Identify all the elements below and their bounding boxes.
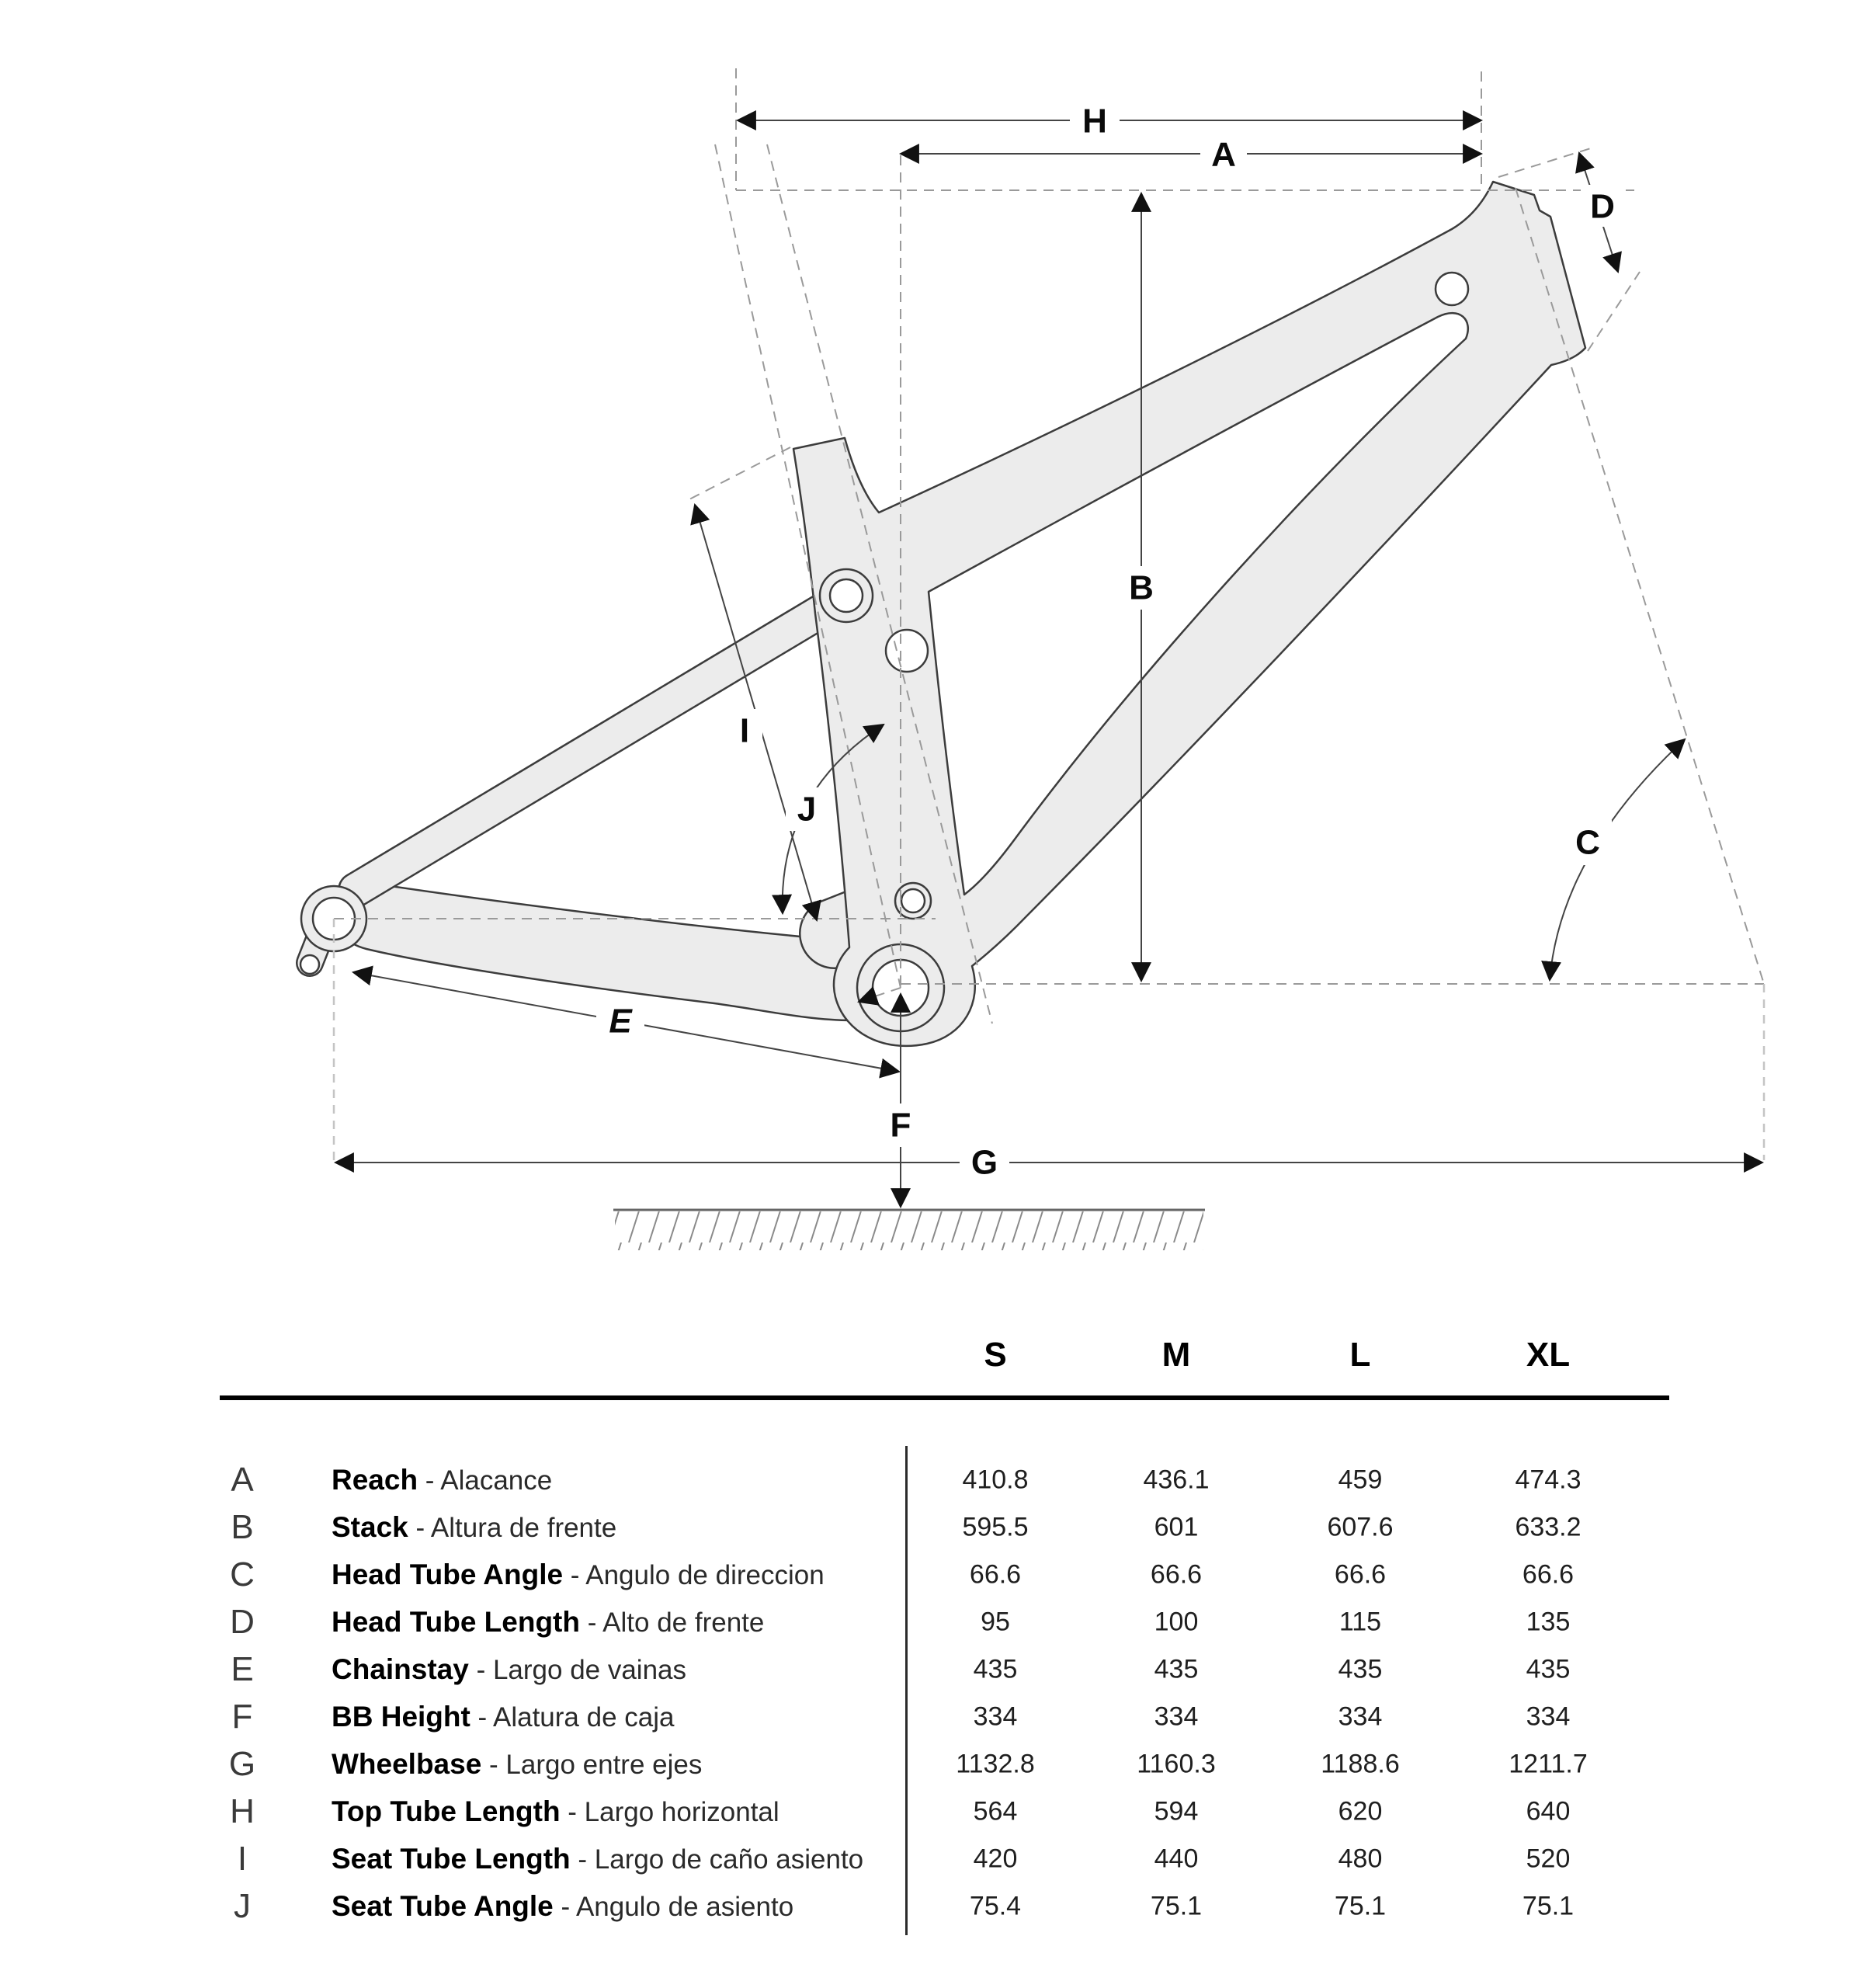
value-F-L: 334 (1338, 1701, 1383, 1732)
row-letter: C (230, 1555, 255, 1594)
value-I-M: 440 (1154, 1844, 1199, 1874)
table-row-D (0, 1599, 1861, 1646)
dim-label-F: F (890, 1106, 911, 1145)
value-D-S: 95 (981, 1607, 1010, 1637)
row-name: Head Tube Angle - Angulo de direccion (332, 1559, 825, 1590)
table-row-H (0, 1788, 1861, 1836)
row-name: Seat Tube Length - Largo de caño asiento (332, 1843, 864, 1875)
table-row-B (0, 1504, 1861, 1552)
hanger-hole (300, 955, 319, 974)
value-B-XL: 633.2 (1515, 1512, 1582, 1542)
value-C-L: 66.6 (1334, 1559, 1387, 1590)
value-C-XL: 66.6 (1522, 1559, 1575, 1590)
value-A-S: 410.8 (962, 1465, 1029, 1495)
row-letter: H (230, 1792, 255, 1830)
dim-label-C: C (1575, 823, 1600, 862)
table-row-E (0, 1646, 1861, 1694)
row-name: Seat Tube Angle - Angulo de asiento (332, 1890, 794, 1922)
dim-label-G: G (970, 1143, 998, 1182)
lower-pivot-inner (901, 889, 925, 912)
value-D-M: 100 (1154, 1607, 1199, 1637)
row-name: Head Tube Length - Alto de frente (332, 1606, 765, 1638)
value-B-M: 601 (1154, 1512, 1199, 1542)
headtube-axis (1516, 188, 1764, 984)
value-J-XL: 75.1 (1522, 1891, 1575, 1921)
size-header-M: M (1161, 1336, 1191, 1374)
ground (613, 1210, 1205, 1250)
value-F-XL: 334 (1526, 1701, 1571, 1732)
value-E-M: 435 (1154, 1654, 1199, 1684)
value-J-L: 75.1 (1334, 1891, 1387, 1921)
value-G-XL: 1211.7 (1509, 1749, 1588, 1779)
value-E-S: 435 (973, 1654, 1018, 1684)
value-H-S: 564 (973, 1796, 1018, 1826)
table-row-J (0, 1883, 1861, 1931)
dim-label-A: A (1211, 135, 1236, 174)
dim-label-J: J (797, 790, 817, 829)
size-header-S: S (984, 1336, 1007, 1374)
headtube-ext-top (1498, 148, 1593, 177)
table-row-I (0, 1836, 1861, 1883)
value-D-L: 115 (1338, 1607, 1382, 1637)
value-E-L: 435 (1338, 1654, 1383, 1684)
row-name: Wheelbase - Largo entre ejes (332, 1748, 703, 1780)
dim-label-B: B (1129, 568, 1154, 607)
dim-label-E: E (609, 1002, 632, 1041)
value-J-S: 75.4 (969, 1891, 1022, 1921)
value-J-M: 75.1 (1150, 1891, 1203, 1921)
seattube-ext (688, 447, 790, 500)
table-row-A (0, 1457, 1861, 1504)
value-G-S: 1132.8 (956, 1749, 1035, 1779)
value-B-L: 607.6 (1327, 1512, 1394, 1542)
value-I-S: 420 (973, 1844, 1018, 1874)
row-letter: A (231, 1461, 254, 1499)
size-header-L: L (1349, 1336, 1371, 1374)
table-row-C (0, 1552, 1861, 1599)
seat-stay-fill (356, 597, 845, 890)
row-letter: I (237, 1840, 248, 1878)
upper-shock-hole (886, 630, 928, 672)
rocker-pivot-inner (830, 579, 863, 612)
value-G-M: 1160.3 (1137, 1749, 1216, 1779)
row-name: Reach - Alacance (332, 1464, 553, 1496)
row-letter: G (228, 1745, 256, 1783)
value-F-S: 334 (973, 1701, 1018, 1732)
row-letter: E (231, 1650, 254, 1688)
value-C-M: 66.6 (1150, 1559, 1203, 1590)
dim-label-I: I (739, 711, 750, 750)
row-letter: J (234, 1887, 251, 1925)
table-row-G (0, 1741, 1861, 1788)
headtube-ext-bottom (1588, 272, 1640, 351)
value-A-L: 459 (1338, 1465, 1383, 1495)
value-H-M: 594 (1154, 1796, 1199, 1826)
value-A-XL: 474.3 (1515, 1465, 1582, 1495)
row-letter: B (231, 1508, 254, 1546)
value-H-XL: 640 (1526, 1796, 1571, 1826)
table-row-F (0, 1694, 1861, 1741)
toptube-cable-hole (1436, 273, 1468, 305)
row-letter: D (230, 1603, 255, 1641)
value-F-M: 334 (1154, 1701, 1199, 1732)
row-letter: F (231, 1698, 253, 1736)
row-name: BB Height - Alatura de caja (332, 1701, 675, 1733)
value-A-M: 436.1 (1143, 1465, 1210, 1495)
value-D-XL: 135 (1526, 1607, 1571, 1637)
value-H-L: 620 (1338, 1796, 1383, 1826)
value-E-XL: 435 (1526, 1654, 1571, 1684)
row-name: Top Tube Length - Largo horizontal (332, 1795, 779, 1827)
dim-label-D: D (1590, 187, 1615, 226)
dim-label-H: H (1082, 102, 1107, 141)
value-I-XL: 520 (1526, 1844, 1571, 1874)
bike-frame (300, 182, 1585, 1046)
value-C-S: 66.6 (969, 1559, 1022, 1590)
value-G-L: 1188.6 (1321, 1749, 1400, 1779)
size-header-XL: XL (1526, 1336, 1571, 1374)
row-name: Chainstay - Largo de vainas (332, 1653, 687, 1685)
ground-hatching (615, 1211, 1203, 1250)
table-column-divider (905, 1446, 908, 1935)
value-B-S: 595.5 (962, 1512, 1029, 1542)
table-header-rule (220, 1395, 1669, 1400)
value-I-L: 480 (1338, 1844, 1383, 1874)
row-name: Stack - Altura de frente (332, 1511, 617, 1543)
